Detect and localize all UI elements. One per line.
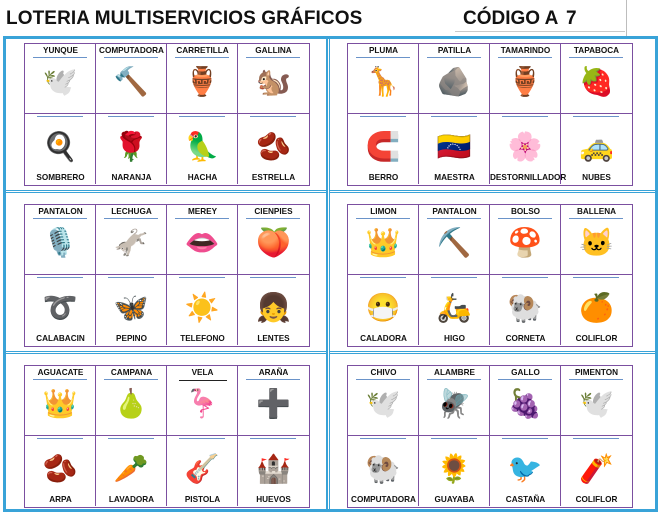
card-cell [167,436,238,506]
card-cell [238,275,309,345]
card-cell [167,366,238,436]
venezuela-flag-icon: 🇻🇪 [436,130,472,162]
row-divider [330,351,655,354]
row-divider [6,351,326,354]
label-underline [37,277,83,278]
card-cell [25,366,96,436]
cell-label: NARANJA [111,173,152,182]
label-underline [356,57,410,58]
cell-label: BOLSO [510,207,541,216]
card-cell [348,366,419,436]
cell-label: CASTAÑA [505,495,546,504]
margin-marker [626,0,627,36]
card-cell [419,205,490,275]
crown-icon: 👑 [42,387,78,419]
card-cell [561,366,632,436]
cell-label: PANTALON [38,207,83,216]
label-underline [250,438,296,439]
flowers-icon: 🌸 [507,130,543,162]
label-underline [498,57,552,58]
card-cell [167,44,238,114]
card-cell [167,275,238,345]
label-underline [246,379,300,380]
card-cell [419,436,490,506]
card-cell [419,275,490,345]
code-label: CÓDIGO A [463,8,559,29]
cell-label: TELEFONO [180,334,225,343]
label-underline [104,57,158,58]
cell-label: CALADORA [360,334,407,343]
label-underline [569,57,623,58]
microphone-icon: 🎙️ [42,226,78,258]
label-underline [250,116,296,117]
guitar-icon: 🎸 [184,452,220,484]
cell-label: ESTRELLA [251,173,296,182]
dove-icon: 🕊️ [579,387,614,419]
cell-label: TAMARINDO [500,46,551,55]
label-underline [356,218,410,219]
ram-icon: 🐏 [507,291,543,323]
label-underline [427,379,481,380]
cell-label: BALLENA [576,207,617,216]
label-underline [431,277,477,278]
label-underline [179,380,227,381]
label-underline [502,116,548,117]
label-underline [498,218,552,219]
label-underline [33,57,87,58]
label-underline [360,116,406,117]
card-cell [348,436,419,506]
cell-label: COLIFLOR [575,334,618,343]
taxi-icon: 🚕 [579,130,614,162]
flamingo-icon: 🦩 [184,387,220,419]
label-underline [569,218,623,219]
label-underline [573,438,619,439]
roses-icon: 🌹 [113,130,149,162]
cell-label: BERRO [368,173,399,182]
card-cell [167,205,238,275]
cell-label: GALLO [511,368,540,377]
sunflower-icon: 🌻 [436,452,472,484]
card-cell [96,436,167,506]
dove-icon: 🕊️ [365,387,401,419]
label-underline [431,438,477,439]
card-cell [348,44,419,114]
cell-label: GALLINA [255,46,292,55]
cell-label: DESTORNILLADOR [490,173,567,182]
card-cell [25,205,96,275]
cell-label: LENTES [257,334,290,343]
label-underline [179,438,225,439]
label-underline [569,379,623,380]
card-cell [238,366,309,436]
card-cell [96,205,167,275]
code-number: 7 [566,8,577,29]
label-underline [179,116,225,117]
card-cell [419,114,490,184]
label-underline [104,379,158,380]
cell-label: ARAÑA [258,368,289,377]
card-cell [96,114,167,184]
cell-label: LECHUGA [111,207,152,216]
card-cell [96,366,167,436]
card-cell [419,44,490,114]
card-cell [25,275,96,345]
whip-icon: ➰ [42,291,78,323]
cell-label: COMPUTADORA [351,495,416,504]
card-cell [490,436,561,506]
page-title: LOTERIA MULTISERVICIOS GRÁFICOS [6,8,363,29]
card-cell [96,44,167,114]
cell-label: HACHA [187,173,218,182]
beans-icon: 🫘 [256,130,291,162]
label-underline [502,277,548,278]
cell-label: PATILLA [437,46,472,55]
mushroom-icon: 🍄 [507,226,543,258]
card-cell [96,275,167,345]
card-cell [561,275,632,345]
label-underline [108,277,154,278]
firecracker-icon: 🧨 [579,452,614,484]
label-underline [33,379,87,380]
castle-icon: 🏰 [256,452,291,484]
toucan-icon: 🦜 [184,130,220,162]
label-underline [108,116,154,117]
cell-label: PANTALON [432,207,477,216]
butterfly-icon: 🦋 [113,291,149,323]
cell-label: CAMPANA [110,368,153,377]
mouth-icon: 👄 [184,226,220,258]
cell-label: YUNQUE [42,46,79,55]
squirrel-icon: 🐿️ [256,65,291,97]
red-cross-icon: ➕ [256,387,291,419]
card-cell [348,205,419,275]
cell-label: HIGO [444,334,465,343]
row-divider [6,190,326,193]
doll-icon: 👧 [256,291,291,323]
cell-label: TAPABOCA [573,46,620,55]
card-cell [490,44,561,114]
cell-label: SOMBRERO [36,173,85,182]
cell-label: PISTOLA [184,495,221,504]
card-cell [561,436,632,506]
header [0,0,665,36]
label-underline [427,57,481,58]
scooter-icon: 🛵 [436,291,472,323]
card-cell [238,436,309,506]
cell-label: HUEVOS [256,495,291,504]
label-underline [573,116,619,117]
card-cell [25,114,96,184]
cell-label: PIMENTON [574,368,619,377]
lottery-card [24,43,310,186]
label-underline [573,277,619,278]
cell-label: MEREY [187,207,218,216]
orange-icon: 🍊 [579,291,614,323]
donkey-icon: 🫏 [113,226,149,258]
ram-icon: 🐏 [365,452,401,484]
label-underline [250,277,296,278]
lottery-card [347,365,633,508]
card-cell [238,205,309,275]
card-cell [348,275,419,345]
card-cell [490,366,561,436]
peach-icon: 🍑 [256,226,291,258]
label-underline [356,379,410,380]
magnet-icon: 🧲 [365,130,401,162]
label-underline [427,218,481,219]
cell-label: PEPINO [116,334,147,343]
cell-label: CORNETA [505,334,546,343]
cell-label: PLUMA [368,46,399,55]
lottery-card [24,204,310,347]
vase-icon: 🏺 [184,65,220,97]
label-underline [360,277,406,278]
trowel-icon: 🔨 [113,65,149,97]
cell-label: ALAMBRE [434,368,475,377]
row-divider [330,190,655,193]
cat-icon: 🐱 [579,226,614,258]
shovel-icon: ⛏️ [436,226,472,258]
label-underline [431,116,477,117]
carrot-icon: 🥕 [113,452,149,484]
label-underline [108,438,154,439]
cell-label: ARPA [49,495,72,504]
label-underline [37,438,83,439]
dove-icon: 🕊️ [42,65,78,97]
card-cell [25,44,96,114]
cell-label: COMPUTADORA [99,46,164,55]
card-cell [490,114,567,184]
card-cell [561,205,632,275]
grapes-icon: 🍇 [507,387,543,419]
card-cell [490,205,561,275]
strawberries-icon: 🍓 [579,65,614,97]
card-cell [238,114,309,184]
card-cell [348,114,419,184]
pear-icon: 🍐 [113,387,149,419]
vase-icon: 🏺 [507,65,543,97]
cell-label: AGUACATE [37,368,84,377]
card-cell [561,114,632,184]
rock-icon: 🪨 [436,65,472,97]
card-cell [419,366,490,436]
cell-label: VELA [191,368,214,377]
card-cell [561,44,632,114]
label-underline [246,218,300,219]
crown-icon: 👑 [365,226,401,258]
sun-icon: ☀️ [184,291,220,323]
cell-label: CIENPIES [254,207,293,216]
cell-label: CHIVO [370,368,397,377]
cell-label: CARRETILLA [176,46,229,55]
label-underline [179,277,225,278]
cell-label: CALABACIN [36,334,85,343]
label-underline [175,57,229,58]
code-underline [455,31,625,32]
card-cell [167,114,238,184]
label-underline [360,438,406,439]
label-underline [175,218,229,219]
cell-label: NUBES [582,173,611,182]
card-cell [25,436,96,506]
label-underline [104,218,158,219]
bird-icon: 🐦 [507,452,543,484]
label-underline [498,379,552,380]
cell-label: MAESTRA [434,173,475,182]
label-underline [246,57,300,58]
gas-mask-icon: 😷 [365,291,401,323]
label-underline [37,116,83,117]
fly-icon: 🪰 [436,387,472,419]
giraffe-icon: 🦒 [365,65,401,97]
beans-icon: 🫘 [42,452,78,484]
lottery-card [347,43,633,186]
card-cell [238,44,309,114]
lottery-card [24,365,310,508]
card-cell [490,275,561,345]
center-divider [326,36,330,512]
label-underline [502,438,548,439]
cell-label: GUAYABA [434,495,475,504]
label-underline [33,218,87,219]
cell-label: COLIFLOR [575,495,618,504]
cell-label: LIMON [370,207,397,216]
fried-eggs-icon: 🍳 [42,130,78,162]
cell-label: LAVADORA [108,495,155,504]
lottery-card [347,204,633,347]
